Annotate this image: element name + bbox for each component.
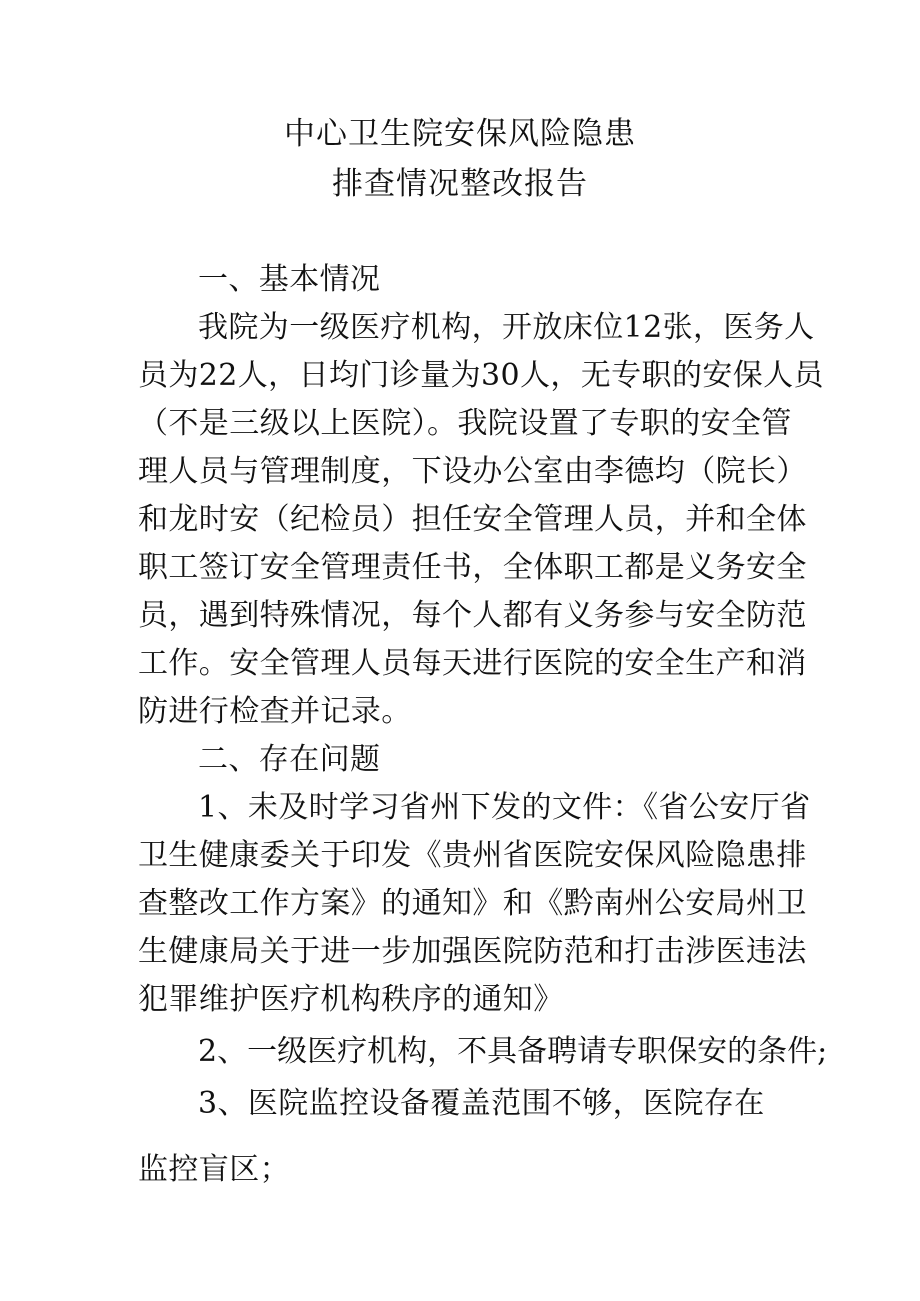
item1-line: 生健康局关于进一步加强医院防范和打击涉医违法 bbox=[138, 934, 807, 969]
section1-line: 工作。安全管理人员每天进行医院的安全生产和消 bbox=[138, 646, 807, 681]
item3-continuation: 监控盲区； bbox=[138, 1152, 290, 1187]
item1-line: 卫生健康委关于印发《贵州省医院安保风险隐患排 bbox=[138, 838, 807, 873]
section1-line: 员为22人，日均门诊量为30人，无专职的安保人员 bbox=[138, 358, 824, 393]
section1-line: 职工签订安全管理责任书，全体职工都是义务安全 bbox=[138, 550, 807, 585]
section1-line: （不是三级以上医院）。我院设置了专职的安全管 bbox=[138, 406, 792, 441]
section1-line: 和龙时安（纪检员）担任安全管理人员，并和全体 bbox=[138, 502, 807, 537]
item2-line: 2、一级医疗机构，不具备聘请专职保安的条件; bbox=[198, 1034, 828, 1069]
section2-heading: 二、存在问题 bbox=[198, 742, 381, 777]
section1-line: 我院为一级医疗机构，开放床位12张，医务人 bbox=[198, 310, 815, 345]
item1-line: 查整改工作方案》的通知》和《黔南州公安局州卫 bbox=[138, 886, 807, 921]
section1-line: 理人员与管理制度，下设办公室由李德均（院长） bbox=[138, 454, 807, 489]
section1-line: 防进行检查并记录。 bbox=[138, 694, 412, 729]
item1-line: 1、未及时学习省州下发的文件：《省公安厅省 bbox=[198, 790, 811, 825]
section1-heading: 一、基本情况 bbox=[198, 262, 381, 297]
section1-line: 员，遇到特殊情况，每个人都有义务参与安全防范 bbox=[138, 598, 807, 633]
item3-line: 3、医院监控设备覆盖范围不够，医院存在 bbox=[198, 1086, 765, 1121]
document-title-line1: 中心卫生院安保风险隐患 bbox=[284, 116, 636, 152]
item1-line: 犯罪维护医疗机构秩序的通知》 bbox=[138, 982, 564, 1017]
document-title-line2: 排查情况整改报告 bbox=[332, 166, 588, 202]
